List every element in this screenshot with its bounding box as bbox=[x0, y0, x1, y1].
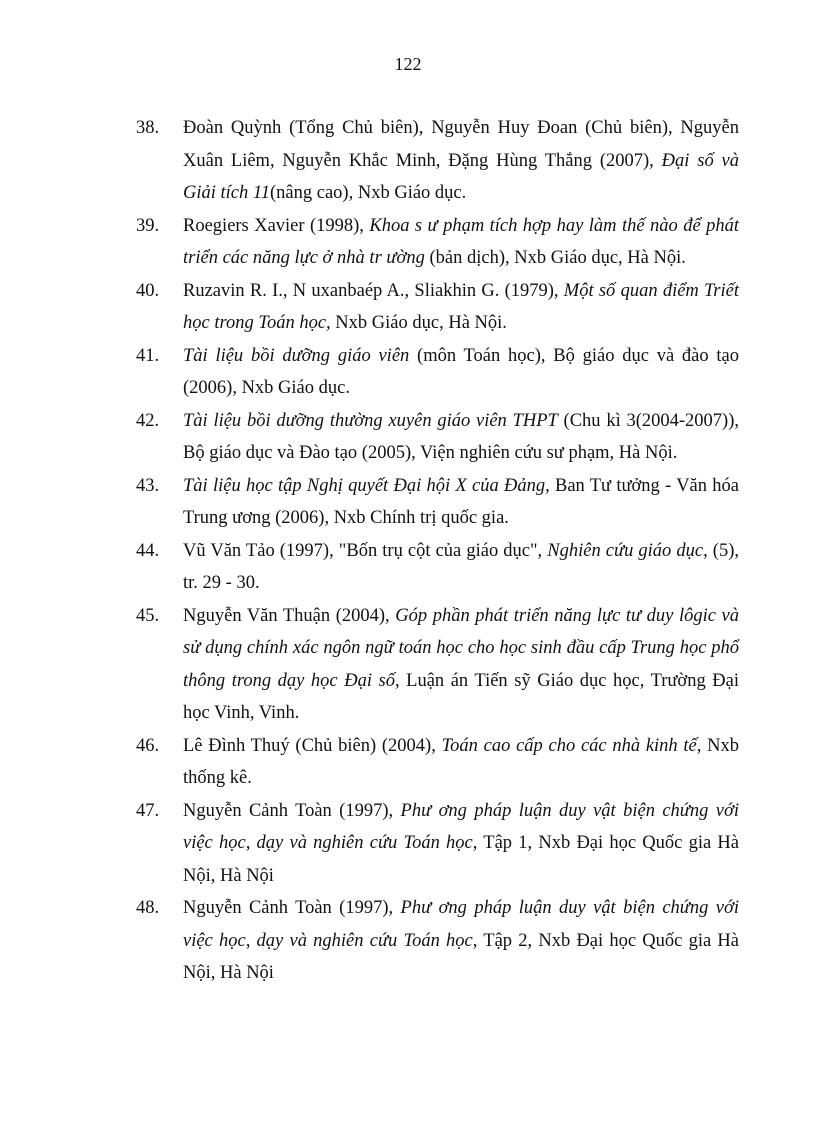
reference-text: Nguyễn Cảnh Toàn (1997), bbox=[183, 800, 401, 821]
reference-text: , Luận án Tiến sỹ Giáo dục học, Trường Đại học Vinh, Vinh. bbox=[183, 670, 739, 723]
reference-number: 45. bbox=[136, 605, 160, 626]
reference-item bbox=[136, 210, 739, 275]
reference-text: , Tập 1, Nxb Đại học Quốc gia Hà Nội, Hà Nội bbox=[183, 833, 739, 886]
reference-text: Vũ Văn Tảo (1997), "Bốn trụ cột của giáo dục", bbox=[183, 540, 548, 561]
reference-list bbox=[136, 112, 739, 990]
reference-title: Đại số và Giải tích 11 bbox=[183, 150, 739, 203]
reference-title: Nghiên cứu giáo dục bbox=[547, 540, 704, 561]
reference-item bbox=[136, 275, 739, 340]
reference-item bbox=[136, 470, 739, 535]
reference-text: Đoàn Quỳnh (Tổng Chủ biên), Nguyễn Huy Đoan (Chủ biên), Nguyễn Xuân Liêm, Nguyễn Khắc Minh, Đặng Hùng Thắng (2007), bbox=[183, 118, 739, 171]
reference-number: 42. bbox=[136, 410, 160, 431]
reference-number: 41. bbox=[136, 345, 160, 366]
reference-text: , Nxb thống kê. bbox=[183, 735, 739, 788]
reference-title: Toán cao cấp cho các nhà kinh tế bbox=[441, 735, 697, 756]
page-number: 122 bbox=[394, 54, 422, 74]
reference-text: , Tập 2, Nxb Đại học Quốc gia Hà Nội, Hà Nội bbox=[183, 930, 739, 983]
reference-title: Tài liệu bồi dưỡng giáo viên bbox=[183, 345, 410, 366]
reference-item bbox=[136, 340, 739, 405]
reference-title: Tài liệu học tập Nghị quyết Đại hội X của Đảng, bbox=[183, 475, 550, 496]
reference-number: 43. bbox=[136, 475, 160, 496]
reference-title: Tài liệu bồi dưỡng thường xuyên giáo viên THPT bbox=[183, 410, 558, 431]
reference-title: Phư ơng pháp luận duy vật biện chứng với việc học, dạy và nghiên cứu Toán học bbox=[183, 898, 739, 951]
reference-text: , (5), tr. 29 - 30. bbox=[183, 540, 739, 593]
reference-text: Ban Tư tưởng - Văn hóa Trung ương (2006), Nxb Chính trị quốc gia. bbox=[183, 475, 740, 528]
reference-text: Nguyễn Cảnh Toàn (1997), bbox=[183, 898, 401, 918]
reference-item bbox=[136, 795, 739, 893]
reference-text: Nxb Giáo dục, Hà Nội. bbox=[330, 313, 507, 333]
reference-title: Khoa s ư phạm tích hợp hay làm thế nào để phát triển các năng lực ở nhà tr ường bbox=[183, 215, 739, 268]
reference-item bbox=[136, 892, 739, 990]
reference-number: 48. bbox=[136, 898, 160, 918]
reference-text: (môn Toán học), Bộ giáo dục và đào tạo (2006), Nxb Giáo dục. bbox=[183, 345, 739, 398]
reference-item bbox=[136, 405, 739, 470]
reference-text: Roegiers Xavier (1998), bbox=[183, 215, 370, 236]
reference-text: Lê Đình Thuý (Chủ biên) (2004), bbox=[183, 735, 442, 756]
reference-item bbox=[136, 600, 739, 730]
reference-number: 46. bbox=[136, 735, 160, 756]
reference-item bbox=[136, 535, 739, 600]
reference-title: Phư ơng pháp luận duy vật biện chứng với việc học, dạy và nghiên cứu Toán học bbox=[183, 800, 739, 853]
reference-text: Nguyễn Văn Thuận (2004), bbox=[183, 605, 396, 626]
reference-number: 40. bbox=[136, 280, 160, 301]
reference-text: (Chu kì 3(2004-2007)), Bộ giáo dục và Đào tạo (2005), Viện nghiên cứu sư phạm, Hà Nội. bbox=[183, 410, 739, 463]
reference-number: 44. bbox=[136, 540, 160, 561]
reference-number: 47. bbox=[136, 800, 160, 821]
reference-title: Góp phần phát triển năng lực tư duy lôgic và sử dụng chính xác ngôn ngữ toán học cho học sinh đầu cấp Trung học phổ thông trong dạy học Đại số bbox=[183, 605, 739, 691]
reference-item bbox=[136, 730, 739, 795]
reference-text: Ruzavin R. I., N uxanbaép A., Sliakhin G. (1979), bbox=[183, 280, 564, 301]
reference-number: 38. bbox=[136, 118, 160, 138]
reference-number: 39. bbox=[136, 215, 160, 236]
reference-text: (nâng cao), Nxb Giáo dục. bbox=[270, 183, 467, 203]
reference-text: (bản dịch), Nxb Giáo dục, Hà Nội. bbox=[424, 248, 686, 268]
reference-title: Một số quan điểm Triết học trong Toán học, bbox=[183, 280, 740, 333]
reference-item bbox=[136, 112, 739, 210]
